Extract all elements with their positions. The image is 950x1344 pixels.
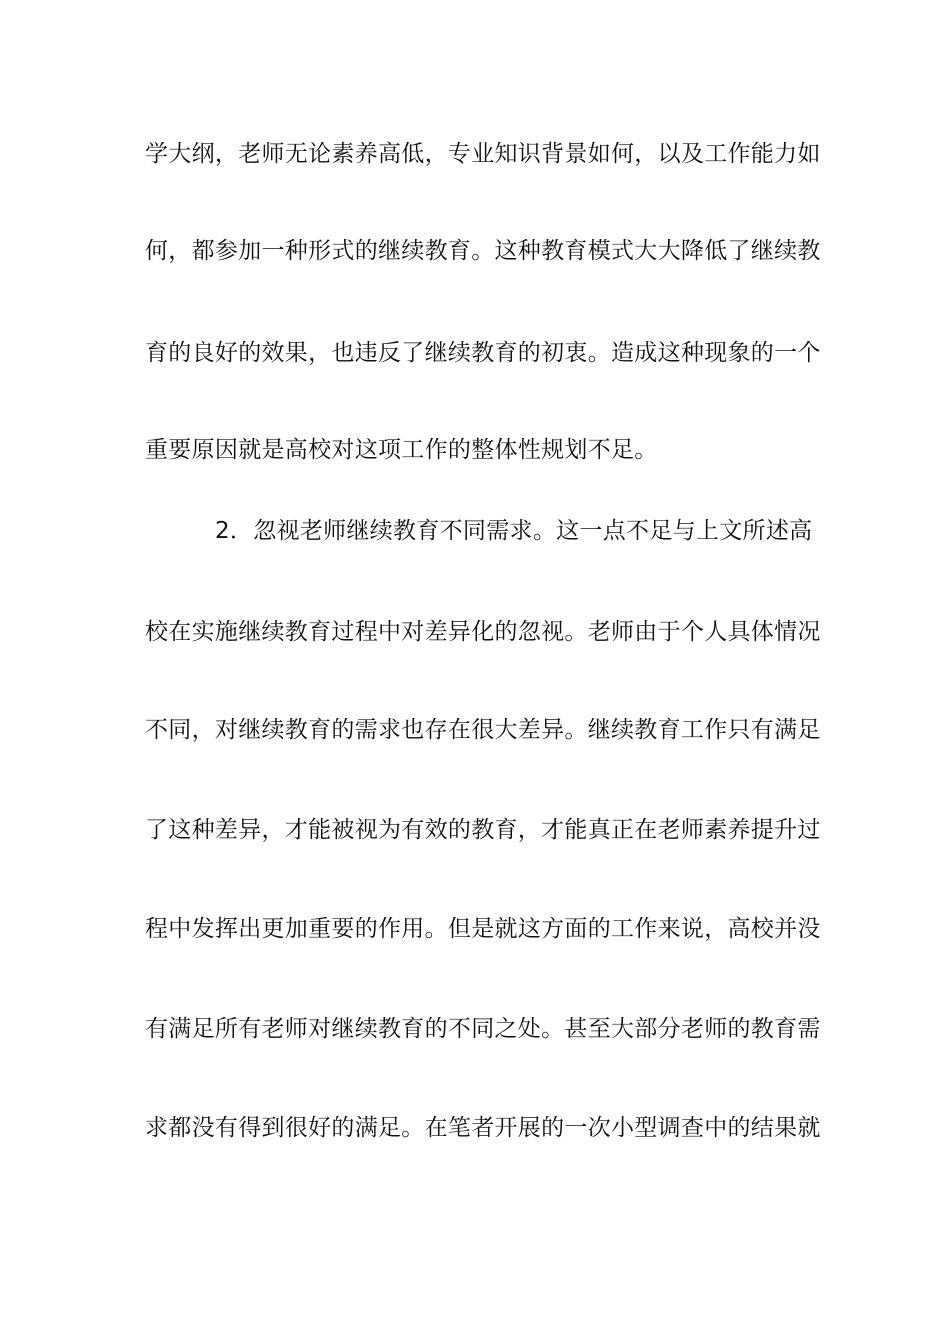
section-heading-line: 2．忽视老师继续教育不同需求。这一点不足与上文所述高	[215, 518, 813, 544]
paragraph-line: 重要原因就是高校对这项工作的整体性规划不足。	[145, 437, 658, 463]
paragraph-line: 有满足所有老师对继续教育的不同之处。甚至大部分老师的教育需	[145, 1016, 821, 1042]
paragraph-line: 校在实施继续教育过程中对差异化的忽视。老师由于个人具体情况	[145, 619, 821, 645]
paragraph-line: 育的良好的效果，也违反了继续教育的初衷。造成这种现象的一个	[145, 340, 821, 366]
paragraph-line: 学大纲，老师无论素养高低，专业知识背景如何，以及工作能力如	[145, 141, 821, 167]
paragraph-line: 不同，对继续教育的需求也存在很大差异。继续教育工作只有满足	[145, 717, 821, 743]
paragraph-line: 求都没有得到很好的满足。在笔者开展的一次小型调查中的结果就	[145, 1115, 821, 1141]
paragraph-line: 了这种差异，才能被视为有效的教育，才能真正在老师素养提升过	[145, 817, 821, 843]
paragraph-line: 何，都参加一种形式的继续教育。这种教育模式大大降低了继续教	[145, 238, 821, 264]
paragraph-line: 程中发挥出更加重要的作用。但是就这方面的工作来说，高校并没	[145, 916, 821, 942]
